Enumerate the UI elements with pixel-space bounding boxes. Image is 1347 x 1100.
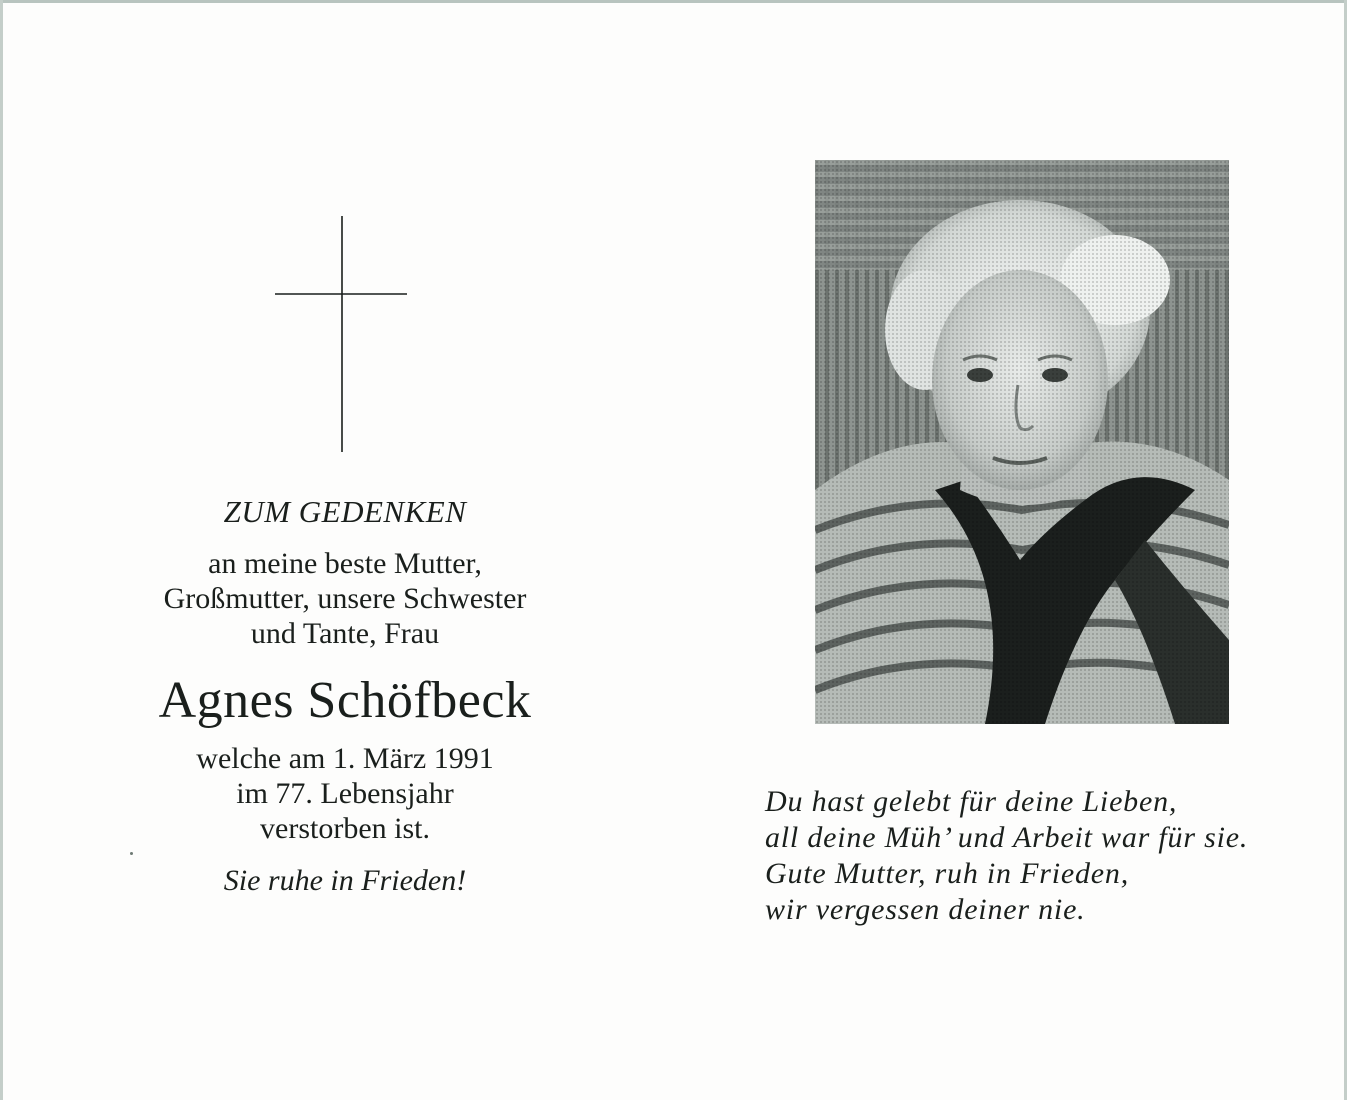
death-line: verstorben ist. [260, 812, 430, 845]
dedication-text [90, 546, 600, 651]
card-edge-top [0, 0, 1347, 3]
dedication-line: an meine beste Mutter, [208, 547, 482, 580]
cross-icon [272, 216, 410, 452]
dedication-line: Großmutter, unsere Schwester [163, 582, 527, 615]
deceased-name: Agnes Schöfbeck [158, 672, 532, 729]
poem-line: Gute Mutter, ruh in Frieden, [765, 857, 1130, 890]
print-speck [130, 852, 133, 855]
dedication-line: und Tante, Frau [250, 617, 440, 650]
card-edge-left [0, 0, 3, 1100]
poem-line: wir vergessen deiner nie. [765, 893, 1086, 926]
death-line: welche am 1. März 1991 [196, 742, 494, 775]
portrait-photo [815, 160, 1229, 724]
rest-in-peace-text: Sie ruhe in Frieden! [223, 864, 467, 897]
death-line: im 77. Lebensjahr [236, 777, 454, 810]
poem-line: all deine Müh’ und Arbeit war für sie. [765, 821, 1249, 854]
poem-line: Du hast gelebt für deine Lieben, [765, 785, 1178, 818]
memorial-heading: ZUM GEDENKEN [223, 494, 467, 529]
death-notice [90, 741, 600, 846]
memorial-poem [765, 784, 1325, 928]
